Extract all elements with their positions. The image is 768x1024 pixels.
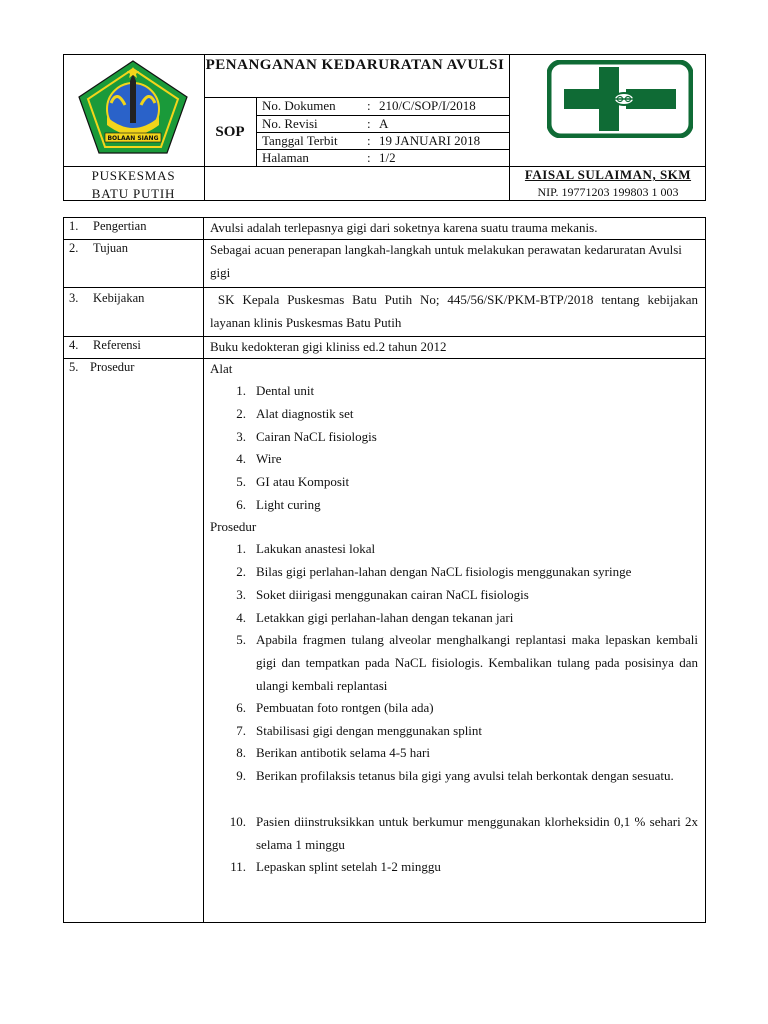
sop-label: SOP — [215, 123, 245, 140]
document-title: PENANGANAN KEDARURATAN AVULSI — [205, 57, 505, 73]
regency-emblem-icon — [77, 59, 189, 155]
meta-colon: : — [367, 116, 371, 131]
meta-value: 210/C/SOP/I/2018 — [379, 98, 476, 113]
meta-colon: : — [367, 98, 371, 113]
tujuan-text: Sebagai acuan penerapan langkah-langkah untuk melakukan perawatan kedaruratan Avulsi gigi — [210, 242, 682, 280]
meta-value: 1/2 — [379, 150, 396, 165]
kebijakan-text: SK Kepala Puskesmas Batu Putih No; 445/56/SK/PKM-BTP/2018 tentang kebijakan layanan klinis Puskesmas Batu Putih — [210, 292, 702, 330]
puskesmas-logo-icon — [547, 60, 693, 138]
meta-label: Halaman — [262, 150, 309, 165]
signer-name: FAISAL SULAIMAN, SKM — [524, 167, 692, 182]
meta-colon: : — [367, 133, 371, 148]
alat-heading: Alat — [210, 361, 233, 376]
referensi-text: Buku kedokteran gigi kliniss ed.2 tahun 2012 — [210, 339, 447, 354]
prosedur-heading: Prosedur — [210, 519, 257, 534]
pengertian-text: Avulsi adalah terlepasnya gigi dari soketnya karena suatu trauma mekanis. — [210, 220, 598, 235]
meta-label: No. Dokumen — [262, 98, 336, 113]
sop-header — [63, 54, 706, 201]
meta-label: Tanggal Terbit — [262, 133, 338, 148]
emblem-motto: BOLAAN SIANG — [107, 135, 159, 142]
meta-colon: : — [367, 150, 371, 165]
sop-content-table: 1. Pengertian Avulsi adalah terlepasnya gigi dari soketnya karena suatu trauma mekanis. 2. Tujuan Sebagai acuan penerapan langkah-langkah untuk melakukan perawatan kedaruratan Avulsi gigi 3. Kebijakan SK Kepala Puskesmas Batu Putih No; 445/56/SK/PKM-BTP/2018 tentang kebijakan layanan klinis Puskesmas Batu Putih 4. Referensi Buku kedokteran gigi kliniss ed.2 tahun 2012 5. Prosedur Alat 1. Dental unit 2. Alat diagnostik set 3. Cairan NaCL fisiologis 4. Wire 5. GI atau Komposit 6. Light curing Prosedur 1. Lakukan anastesi lokal 2. Bilas gigi perlahan-lahan dengan NaCL fisiologis menggunakan syringe 3. Soket diirigasi menggunakan cairan NaCL fisiologis 4. Letakkan gigi perlahan-lahan dengan tekanan jari 5. Apabila fragmen tulang alveolar menghalkangi replantasi maka lepaskan kembali gigi dan tempatkan pada NaCL fisiologis. Kembalikan tulang pada posisinya dan ulangi kembali replantasi 6. Pembuatan foto rontgen (bila ada) 7. Stabilisasi gigi dengan menggunakan splint 8. Berikan antibotik selama 4-5 hari 9. Berikan profilaksis tetanus bila gigi yang avulsi telah berkontak dengan sesuatu. 10. Pasien diinstruksikkan untuk berkumur menggunakan klorheksidin 0,1 % sehari 2x selama 1 minggu 11. Lepaskan splint setelah 1-2 minggu — [63, 217, 706, 923]
organization-name: PUSKESMAS BATU PUTIH — [91, 168, 176, 201]
signer-nip: NIP. 19771203 199803 1 003 — [537, 185, 679, 199]
meta-label: No. Revisi — [262, 116, 318, 131]
meta-value: A — [379, 116, 389, 131]
meta-value: 19 JANUARI 2018 — [379, 133, 481, 148]
